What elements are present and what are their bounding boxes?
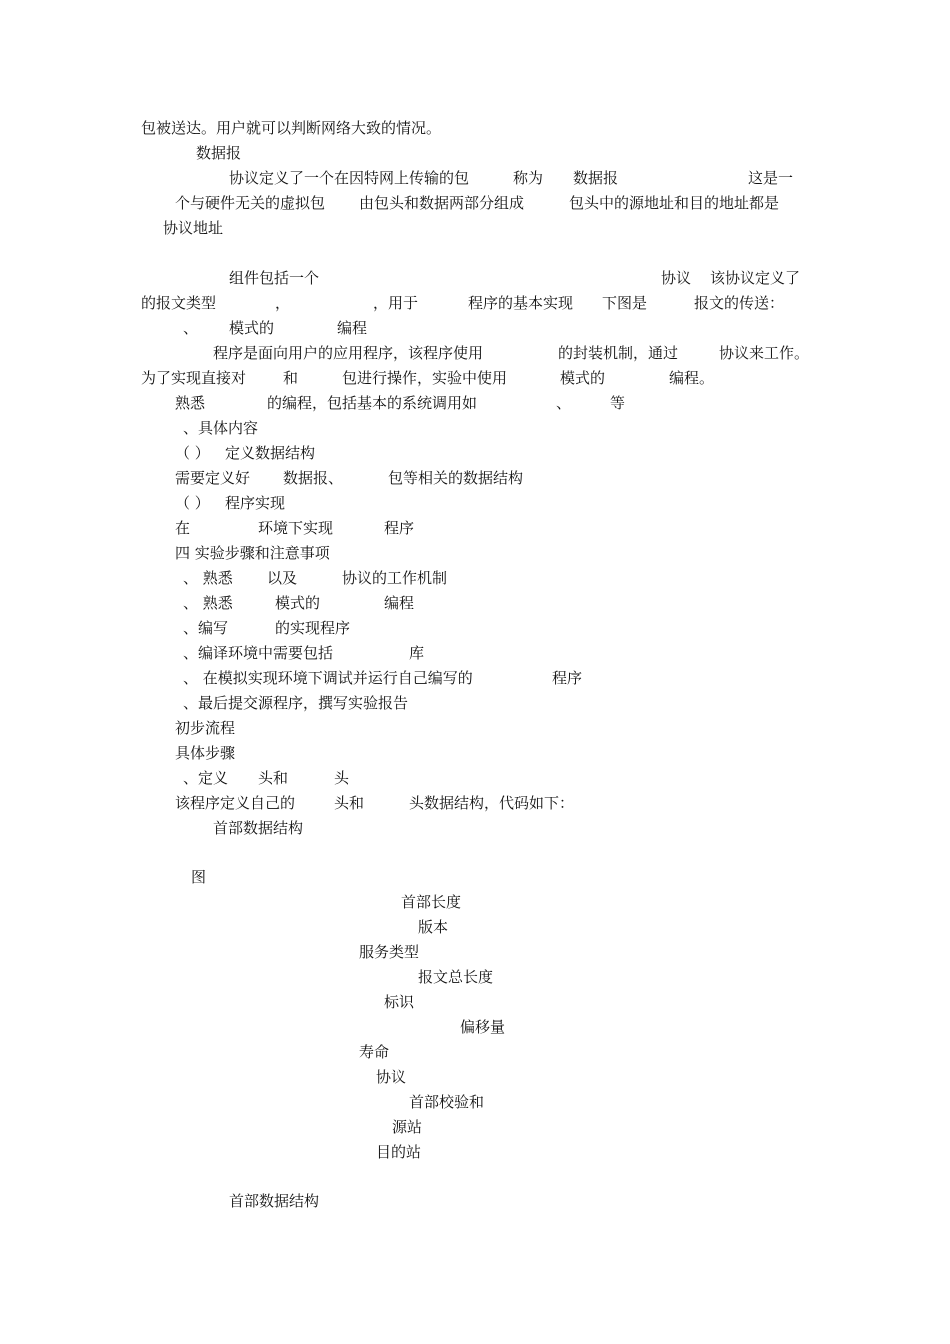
text-fragment: 模式的 bbox=[560, 369, 606, 387]
figure-field-label: 报文总长度 bbox=[418, 968, 494, 986]
text-fragment: 头 bbox=[334, 769, 350, 787]
figure-field-label: 首部长度 bbox=[401, 893, 462, 911]
figure-label: 图 bbox=[191, 868, 207, 886]
caption: 首部数据结构 bbox=[213, 819, 304, 837]
text-fragment: 包进行操作，实验中使用 bbox=[342, 369, 508, 387]
text-fragment: 在 bbox=[175, 519, 191, 537]
text-fragment: 协议定义了一个在因特网上传输的包 bbox=[229, 169, 470, 187]
text-fragment: 头和 bbox=[334, 794, 365, 812]
heading-datagram: 数据报 bbox=[196, 144, 242, 162]
figure-field-label: 偏移量 bbox=[460, 1018, 506, 1036]
figure-field-label: 协议 bbox=[376, 1068, 407, 1086]
text-fragment: 由包头和数据两部分组成 bbox=[359, 194, 525, 212]
text-fragment: 这是一 bbox=[748, 169, 794, 187]
text-fragment: 为了实现直接对 bbox=[141, 369, 247, 387]
text-fragment: 、定义 bbox=[183, 769, 229, 787]
section-heading: 四 实验步骤和注意事项 bbox=[175, 544, 330, 562]
figure-field-label: 版本 bbox=[418, 918, 449, 936]
text-fragment: 、 熟悉 bbox=[183, 594, 233, 612]
text-fragment: 数据报、 bbox=[283, 469, 344, 487]
text-fragment: 协议 bbox=[661, 269, 692, 287]
text-fragment: 、 bbox=[183, 319, 199, 337]
text-fragment: （ ） bbox=[175, 494, 210, 512]
figure-field-label: 首部校验和 bbox=[409, 1093, 485, 1111]
text-fragment: 、 bbox=[556, 394, 572, 412]
text-fragment: 模式的 bbox=[229, 319, 275, 337]
text-fragment: 包头中的源地址和目的地址都是 bbox=[569, 194, 780, 212]
text-fragment: 数据报 bbox=[573, 169, 619, 187]
text-fragment: 程序 bbox=[552, 669, 583, 687]
text-fragment: 头和 bbox=[258, 769, 289, 787]
text-fragment: 程序 bbox=[384, 519, 415, 537]
text-fragment: 报文的传送： bbox=[694, 294, 785, 312]
text-fragment: 等 bbox=[610, 394, 626, 412]
figure-field-label: 寿命 bbox=[359, 1043, 390, 1061]
text-fragment: ，用于 bbox=[373, 294, 419, 312]
text-fragment: 模式的 bbox=[275, 594, 321, 612]
text-line: 协议地址 bbox=[163, 219, 224, 237]
text-fragment: 头数据结构，代码如下： bbox=[409, 794, 575, 812]
text-fragment: 程序的基本实现 bbox=[468, 294, 574, 312]
text-fragment: 协议来工作。 bbox=[719, 344, 810, 362]
text-fragment: 库 bbox=[409, 644, 425, 662]
text-fragment: 组件包括一个 bbox=[229, 269, 320, 287]
text-fragment: 的封装机制，通过 bbox=[558, 344, 679, 362]
text-line: 包被送达。用户就可以判断网络大致的情况。 bbox=[141, 119, 442, 137]
text-fragment: 、 熟悉 bbox=[183, 569, 233, 587]
figure-field-label: 源站 bbox=[392, 1118, 423, 1136]
text-fragment: 编程。 bbox=[669, 369, 715, 387]
text-fragment: 该协议定义了 bbox=[710, 269, 801, 287]
figure-field-label: 目的站 bbox=[376, 1143, 422, 1161]
text-fragment: 和 bbox=[283, 369, 299, 387]
text-fragment: 编程 bbox=[384, 594, 415, 612]
text-fragment: 、 在模拟实现环境下调试并运行自己编写的 bbox=[183, 669, 473, 687]
text-fragment: （ ） bbox=[175, 444, 210, 462]
text-fragment: 的实现程序 bbox=[275, 619, 351, 637]
text-fragment: 该程序定义自己的 bbox=[175, 794, 296, 812]
subsection-heading: 程序实现 bbox=[225, 494, 286, 512]
caption: 首部数据结构 bbox=[229, 1192, 320, 1210]
text-fragment: 下图是 bbox=[602, 294, 648, 312]
text-line: 具体步骤 bbox=[175, 744, 236, 762]
text-fragment: 编程 bbox=[337, 319, 368, 337]
text-line: 、最后提交源程序，撰写实验报告 bbox=[183, 694, 409, 712]
text-fragment: 、编译环境中需要包括 bbox=[183, 644, 334, 662]
text-fragment: 程序是面向用户的应用程序，该程序使用 bbox=[213, 344, 484, 362]
text-fragment: 的编程，包括基本的系统调用如 bbox=[267, 394, 478, 412]
section-heading: 、具体内容 bbox=[183, 419, 259, 437]
text-fragment: 环境下实现 bbox=[258, 519, 334, 537]
text-fragment: 称为 bbox=[513, 169, 544, 187]
text-fragment: 、编写 bbox=[183, 619, 229, 637]
text-fragment: 需要定义好 bbox=[175, 469, 251, 487]
text-fragment: 以及 bbox=[267, 569, 298, 587]
subsection-heading: 定义数据结构 bbox=[225, 444, 316, 462]
figure-field-label: 服务类型 bbox=[359, 943, 420, 961]
text-fragment: 个与硬件无关的虚拟包 bbox=[175, 194, 326, 212]
figure-field-label: 标识 bbox=[384, 993, 415, 1011]
text-fragment: 熟悉 bbox=[175, 394, 206, 412]
text-fragment: 包等相关的数据结构 bbox=[388, 469, 524, 487]
text-fragment: ， bbox=[275, 294, 291, 312]
text-fragment: 的报文类型 bbox=[141, 294, 217, 312]
text-fragment: 协议的工作机制 bbox=[342, 569, 448, 587]
text-line: 初步流程 bbox=[175, 719, 236, 737]
